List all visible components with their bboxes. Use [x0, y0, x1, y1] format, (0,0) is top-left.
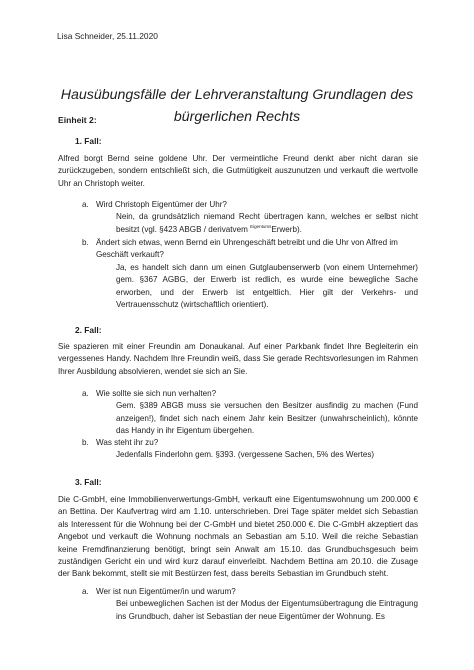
item-label: b. [82, 438, 89, 447]
fall-2-answer-a: Gem. §389 ABGB muss sie versuchen den Besitzer ausfindig zu machen (Fund anzeigen!), findet sich nach einem Jahr kein Besitzer (unwahrscheinlich), könnte das Handy in ihr Eigentum übergehen. [116, 401, 418, 436]
fall-2-question-b: Was steht ihr zu? [96, 438, 159, 447]
fall-3-item-a [82, 586, 418, 623]
title-line-2: bürgerlichen Rechts [173, 109, 301, 125]
fall-2-question-a: Wie sollte sie sich nun verhalten? [96, 389, 217, 398]
fall-2-answer-b: Jedenfalls Finderlohn gem. §393. (vergessene Sachen, 5% des Wertes) [116, 450, 375, 460]
fall-1-question-b: Ändert sich etwas, wenn Bernd ein Uhrengeschäft betreibt und die Uhr von Alfred im Geschäft verkauft? [96, 238, 398, 260]
fall-1-item-b [82, 237, 418, 311]
fall-1-text: Alfred borgt Bernd seine goldene Uhr. Der vermeintliche Freund denkt aber nicht daran sie zurückzugeben, sondern entschließt sich, die Gutmütigkeit auszunutzen und verkauft die wertvolle Uhr an Christoph weiter. [58, 154, 418, 188]
fall-3-question-a: Wer ist nun Eigentümer/in und warum? [96, 587, 236, 596]
fall-3-heading: 3. Fall: [75, 477, 102, 487]
fall-1-question-a: Wird Christoph Eigentümer der Uhr? [96, 200, 227, 209]
fall-2-heading: 2. Fall: [75, 325, 102, 335]
item-label: a. [82, 200, 89, 209]
fall-2-item-a [82, 388, 418, 438]
fall-2-item-b [82, 437, 418, 462]
fall-1-answer-b: Ja, es handelt sich dann um einen Gutglaubenserwerb (von einem Unternehmer) gem. §367 AGBG, der Erwerb ist redlich, es wurde eine bewegliche Sache erworben, und der Erwerb ist entgeltlich. Hier gilt der Verkehrs- und Vertrauensschutz (wirtschaftlich orientiert). [116, 262, 418, 310]
title-line-1: Hausübungsfälle der Lehrveranstaltung Grundlagen des [60, 87, 414, 103]
section-heading: Einheit 2: [58, 115, 97, 125]
superscript-note: Eigentums [250, 223, 272, 229]
fall-1-answer-a: Nein, da grundsätzlich niemand Recht übertragen kann, welches er selbst nicht besitzt (vgl. §423 ABGB / derivatvem $^{Eigentums}$Erwerb). [116, 212, 418, 234]
fall-1-heading: 1. Fall: [75, 136, 102, 146]
fall-3-text: Die C-GmbH, eine Immobilienverwertungs-GmbH, verkauft eine Eigentumswohnung um 200.000 € an Bettina. Der Kaufvertrag wird am 1.10. unterschrieben. Drei Tage später meldet sich Sebastian als Interessent für die Wohnung bei der C-GmbH und bietet 250.000 €. Die C-GmbH akzeptiert das Angebot und verkauft die Wohnung nochmals an Sebastian am 5.10. Weil die reiche Sebastian keine Fremdfinanzierung benötigt, bringt sein Anwalt am 15.10. das Grundbuchsgesuch beim zuständigen Gericht ein und wird kurz darauf einverleibt. Nachdem Bettina am 20.10. die Zusage der Bank bekommt, stellt sie mit Bestürzen fest, dass bereits Sebastian im Grundbuch steht. [58, 495, 418, 579]
item-label: a. [82, 587, 89, 596]
fall-2-text: Sie spazieren mit einer Freundin am Donaukanal. Auf einer Parkbank findet Ihre Begleiterin ein vergessenes Handy. Nachdem Ihre Freundin weiß, dass Sie gerade Rechtsvorlesungen im Rahmen Ihrer Ausbildung absolvieren, wendet sie sich an Sie. [58, 342, 418, 376]
author-date-line: Lisa Schneider, 25.11.2020 [57, 31, 158, 41]
fall-3-answer-a: Bei unbeweglichen Sachen ist der Modus der Eigentumsübertragung die Eintragung ins Grundbuch, daher ist Sebastian der neue Eigentümer der Wohnung. Es [116, 599, 418, 621]
item-label: a. [82, 389, 89, 398]
item-label: b. [82, 238, 89, 247]
fall-1-item-a [82, 199, 418, 236]
document-title [40, 84, 434, 128]
